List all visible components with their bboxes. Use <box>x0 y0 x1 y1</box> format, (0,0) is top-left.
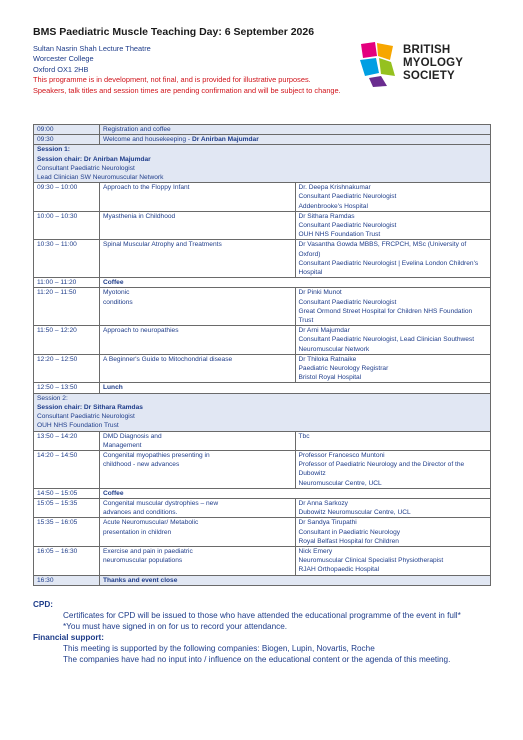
table-cell: Coffee <box>100 488 491 498</box>
table-cell: Professor Francesco Muntoni Professor of Paediatric Neurology and the Director of the Dubowitz Neuromuscular Centre, UCL <box>295 450 491 488</box>
table-cell: 11:20 – 11:50 <box>34 288 100 326</box>
table-row <box>34 183 491 212</box>
british-myology-society-logo <box>357 40 497 96</box>
disclaimer-line: This programme is in development, not final, and is provided for illustrative purposes. <box>33 75 311 85</box>
table-cell: Congenital myopathies presenting in childhood - new advances <box>100 450 296 488</box>
table-row <box>34 450 491 488</box>
table-cell: DMD Diagnosis and Management <box>100 431 296 450</box>
table-cell: Thanks and event close <box>100 575 491 585</box>
table-cell: Tbc <box>295 431 491 450</box>
table-cell: Dr Vasantha Gowda MBBS, FRCPCH, MSc (University of Oxford) Consultant Paediatric Neurologist | Evelina London Children's Hospital <box>295 240 491 278</box>
table-cell: Approach to the Floppy Infant <box>100 183 296 212</box>
page-title: BMS Paediatric Muscle Teaching Day: 6 September 2026 <box>33 26 315 38</box>
financial-support-text: This meeting is supported by the following companies: Biogen, Lupin, Novartis, Roche <box>63 643 375 653</box>
table-cell: 16:05 – 16:30 <box>34 546 100 575</box>
table-cell: Exercise and pain in paediatric neuromuscular populations <box>100 546 296 575</box>
footer-notes <box>33 600 493 665</box>
table-row <box>34 326 491 355</box>
disclaimer-line: Speakers, talk titles and session times are pending confirmation and will be subject to change. <box>33 85 341 95</box>
table-row <box>34 518 491 547</box>
table-cell: Dr Sithara Ramdas Consultant Paediatric Neurologist OUH NHS Foundation Trust <box>295 211 491 240</box>
table-cell: Lunch <box>100 383 491 393</box>
table-row <box>34 546 491 575</box>
break-row <box>34 488 491 498</box>
table-row <box>34 240 491 278</box>
programme-table <box>33 124 491 586</box>
table-cell: A Beginner's Guide to Mitochondrial disease <box>100 354 296 383</box>
table-cell: Dr Pinki Munot Consultant Paediatric Neurologist Great Ormond Street Hospital for Children NHS Foundation Trust <box>295 288 491 326</box>
table-cell: Myasthenia in Childhood <box>100 211 296 240</box>
session-header-row <box>34 145 491 183</box>
table-cell: 12:20 – 12:50 <box>34 354 100 383</box>
table-cell: Dr. Deepa Krishnakumar Consultant Paediatric Neurologist Addenbrooke's Hospital <box>295 183 491 212</box>
financial-support-heading: Financial support: <box>33 632 104 642</box>
table-cell: 16:30 <box>34 575 100 585</box>
table-row <box>34 354 491 383</box>
logo-mark-icon <box>357 40 403 88</box>
venue-line: Sultan Nasrin Shah Lecture Theatre <box>33 44 151 53</box>
table-cell: Myotonic conditions <box>100 288 296 326</box>
table-cell: 09:00 <box>34 125 100 135</box>
cpd-text: Certificates for CPD will be issued to those who have attended the educational programme of the event in full* <box>63 610 461 620</box>
break-row <box>34 278 491 288</box>
table-cell: Session 2: Session chair: Dr Sithara Ramdas Consultant Paediatric Neurologist OUH NHS Foundation Trust <box>34 393 491 431</box>
table-cell: 09:30 – 10:00 <box>34 183 100 212</box>
table-row <box>34 125 491 135</box>
break-row <box>34 383 491 393</box>
document-header <box>33 26 353 96</box>
closing-row <box>34 575 491 585</box>
table-cell: 10:00 – 10:30 <box>34 211 100 240</box>
table-cell: Dr Anna Sarkozy Dubowitz Neuromuscular Centre, UCL <box>295 498 491 517</box>
table-cell: Welcome and housekeeping - Dr Anirban Majumdar <box>100 135 491 145</box>
table-cell: Acute Neuromuscular/ Metabolic presentation in children <box>100 518 296 547</box>
table-cell: Registration and coffee <box>100 125 491 135</box>
cpd-heading: CPD: <box>33 600 54 609</box>
table-cell: 09:30 <box>34 135 100 145</box>
table-cell: 11:00 – 11:20 <box>34 278 100 288</box>
table-cell: 12:50 – 13:50 <box>34 383 100 393</box>
table-row <box>34 135 491 145</box>
table-cell: 14:50 – 15:05 <box>34 488 100 498</box>
cpd-note: *You must have signed in on for us to record your attendance. <box>63 621 288 631</box>
table-cell: Approach to neuropathies <box>100 326 296 355</box>
venue-line: Oxford OX1 2HB <box>33 64 89 74</box>
table-cell: Dr Arni Majumdar Consultant Paediatric Neurologist, Lead Clinician Southwest Neuromuscular Network <box>295 326 491 355</box>
financial-support-disclaimer: The companies have had no input into / influence on the educational content or the agenda of this meeting. <box>63 654 451 664</box>
table-cell: Dr Thiloka Ratnaike Paediatric Neurology Registrar Bristol Royal Hospital <box>295 354 491 383</box>
table-cell: 10:30 – 11:00 <box>34 240 100 278</box>
table-cell: Session 1: Session chair: Dr Anirban Majumdar Consultant Paediatric Neurologist Lead Clinician SW Neuromuscular Network <box>34 145 491 183</box>
venue-line: Worcester College <box>33 54 94 64</box>
table-cell: 11:50 – 12:20 <box>34 326 100 355</box>
table-cell: 15:35 – 16:05 <box>34 518 100 547</box>
table-row <box>34 431 491 450</box>
table-cell: Congenital muscular dystrophies – new advances and conditions. <box>100 498 296 517</box>
table-cell: 13:50 – 14:20 <box>34 431 100 450</box>
table-row <box>34 498 491 517</box>
session-header-row <box>34 393 491 431</box>
table-cell: Dr Sandya Tirupathi Consultant in Paediatric Neurology Royal Belfast Hospital for Children <box>295 518 491 547</box>
table-cell: Coffee <box>100 278 491 288</box>
table-row <box>34 211 491 240</box>
table-cell: 15:05 – 15:35 <box>34 498 100 517</box>
table-cell: 14:20 – 14:50 <box>34 450 100 488</box>
table-cell: Spinal Muscular Atrophy and Treatments <box>100 240 296 278</box>
table-row <box>34 288 491 326</box>
table-cell: Nick Emery Neuromuscular Clinical Specialist Physiotherapist RJAH Orthopaedic Hospital <box>295 546 491 575</box>
logo-wordmark: BRITISH MYOLOGY SOCIETY <box>403 44 464 82</box>
